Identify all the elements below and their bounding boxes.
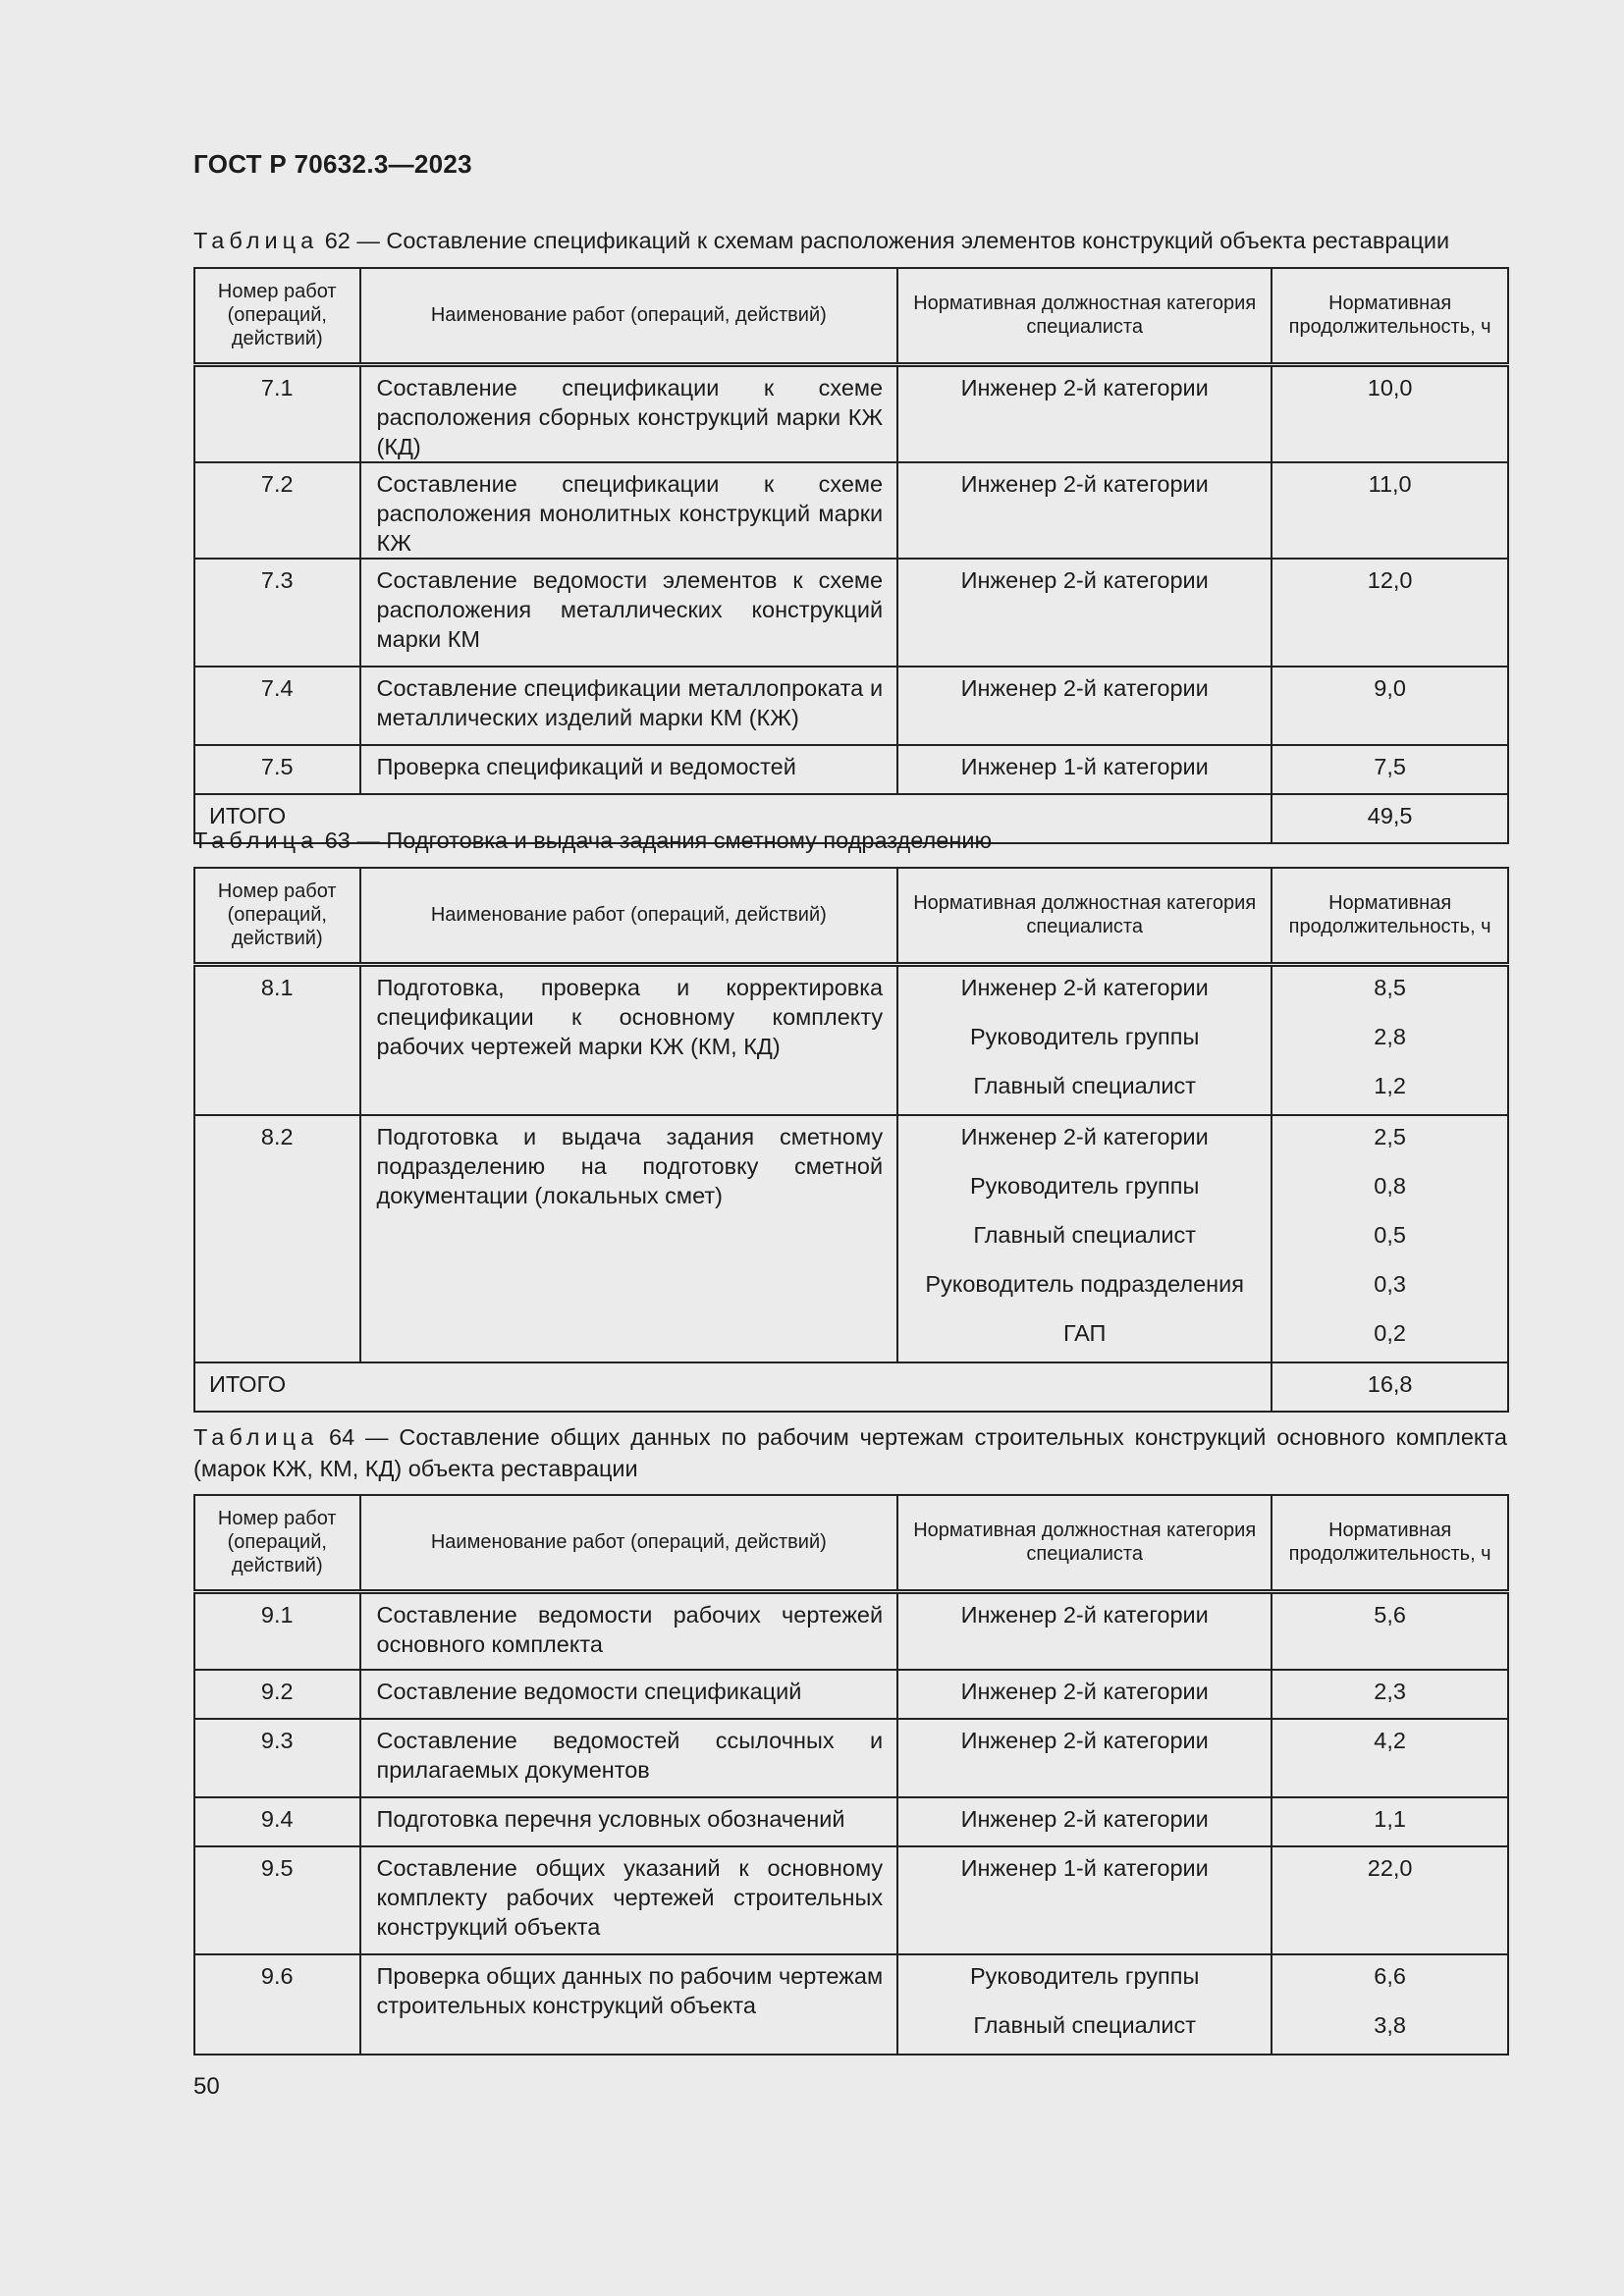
row-number: 7.2 [194,462,360,559]
table-row [194,1115,1508,1362]
header-category: Нормативная должностная категория специалиста [897,1495,1272,1591]
row-duration-cell [1272,964,1508,1115]
specialist-category: Главный специалист [973,2012,1197,2038]
duration-value: 1,1 [1374,1806,1406,1832]
header-num: Номер работ (операций, действий) [194,268,360,364]
page-number: 50 [193,2073,220,2100]
table-62 [193,267,1509,844]
specialist-category: Инженер 2-й категории [960,470,1209,497]
duration-value: 0,2 [1374,1319,1406,1346]
specialist-category: Инженер 2-й категории [960,1601,1209,1628]
row-category-cell [897,1797,1272,1846]
specialist-category: Руководитель подразделения [925,1270,1245,1297]
row-duration-cell [1272,1719,1508,1797]
duration-value: 10,0 [1367,374,1413,400]
table-62-title: 62 — Составление спецификаций к схемам расположения элементов конструкций объекта реставрации [324,228,1450,253]
duration-value: 1,2 [1374,1072,1406,1098]
specialist-category: ГАП [1062,1319,1107,1346]
row-name: Составление ведомостей ссылочных и прилагаемых документов [360,1719,898,1797]
specialist-category: Инженер 2-й категории [960,674,1209,701]
header-category: Нормативная должностная категория специалиста [897,268,1272,364]
specialist-category: Инженер 1-й категории [960,1855,1209,1881]
header-name: Наименование работ (операций, действий) [360,868,898,964]
total-value: 16,8 [1272,1362,1508,1412]
row-category-cell [897,462,1272,559]
table-64-label: Таблица [193,1424,319,1450]
row-duration-cell [1272,745,1508,794]
duration-value: 8,5 [1374,974,1406,1000]
row-duration-cell [1272,1954,1508,2055]
duration-value: 0,3 [1374,1270,1406,1297]
row-name: Составление общих указаний к основному комплекту рабочих чертежей строительных конструкций объекта [360,1846,898,1954]
specialist-category: Инженер 2-й категории [960,1728,1209,1753]
row-duration-cell [1272,1846,1508,1954]
duration-value: 5,6 [1374,1601,1406,1628]
row-number: 7.1 [194,364,360,462]
table-row [194,1670,1508,1719]
row-number: 7.3 [194,559,360,667]
row-category-cell [897,745,1272,794]
table-64-caption [193,1421,1507,1484]
row-category-cell [897,1670,1272,1719]
table-row [194,1846,1508,1954]
specialist-category: Руководитель группы [969,1963,1200,1989]
row-category-cell [897,1115,1272,1362]
row-name: Проверка спецификаций и ведомостей [360,745,898,794]
duration-value: 3,8 [1374,2012,1406,2038]
table-64-title: 64 — Составление общих данных по рабочим чертежам строительных конструкций основного комплекта (марок КЖ, КМ, КД) объекта реставрации [193,1424,1507,1481]
row-name: Проверка общих данных по рабочим чертежам строительных конструкций объекта [360,1954,898,2055]
total-label: ИТОГО [194,794,1272,843]
row-number: 9.3 [194,1719,360,1797]
duration-value: 12,0 [1367,566,1413,593]
specialist-category: Инженер 1-й категории [960,753,1209,779]
header-name: Наименование работ (операций, действий) [360,1495,898,1591]
row-name: Составление спецификации металлопроката и металлических изделий марки КМ (КЖ) [360,667,898,745]
header-duration: Нормативная продолжительность, ч [1272,868,1508,964]
header-num: Номер работ (операций, действий) [194,868,360,964]
row-duration-cell [1272,1115,1508,1362]
total-label: ИТОГО [194,1362,1272,1412]
specialist-category: Главный специалист [973,1221,1197,1248]
row-number: 8.2 [194,1115,360,1362]
row-category-cell [897,364,1272,462]
duration-value: 4,2 [1374,1728,1406,1753]
row-number: 7.4 [194,667,360,745]
specialist-category: Руководитель группы [969,1172,1200,1199]
row-name: Подготовка и выдача задания сметному подразделению на подготовку сметной документации (локальных смет) [360,1115,898,1362]
duration-value: 0,8 [1374,1172,1406,1199]
table-63 [193,867,1509,1413]
header-num: Номер работ (операций, действий) [194,1495,360,1591]
specialist-category: Инженер 2-й категории [960,1806,1209,1832]
table-62-label: Таблица [193,228,319,253]
row-category-cell [897,1954,1272,2055]
duration-value: 6,6 [1374,1963,1406,1989]
table-63-title: 63 — Подготовка и выдача задания сметному подразделению [324,828,993,853]
table-row [194,964,1508,1115]
header-name: Наименование работ (операций, действий) [360,268,898,364]
row-duration-cell [1272,364,1508,462]
specialist-category: Инженер 2-й категории [960,974,1209,1000]
row-duration-cell [1272,1670,1508,1719]
specialist-category: Инженер 2-й категории [960,374,1209,400]
specialist-category: Инженер 2-й категории [960,1123,1209,1149]
row-name: Составление спецификации к схеме расположения монолитных конструкций марки КЖ [360,462,898,559]
row-category-cell [897,964,1272,1115]
row-duration-cell [1272,667,1508,745]
duration-value: 2,8 [1374,1023,1406,1049]
row-number: 9.1 [194,1591,360,1670]
duration-value: 0,5 [1374,1221,1406,1248]
table-64-body [194,1591,1508,2055]
row-name: Подготовка, проверка и корректировка спецификации к основному комплекту рабочих чертежей марки КЖ (КМ, КД) [360,964,898,1115]
table-63-body [194,964,1508,1362]
specialist-category: Руководитель группы [969,1023,1200,1049]
header-category: Нормативная должностная категория специалиста [897,868,1272,964]
row-name: Составление ведомости рабочих чертежей основного комплекта [360,1591,898,1670]
row-duration-cell [1272,1797,1508,1846]
specialist-category: Инженер 2-й категории [960,1679,1209,1704]
header-duration: Нормативная продолжительность, ч [1272,268,1508,364]
row-name: Составление ведомости спецификаций [360,1670,898,1719]
table-row [194,462,1508,559]
row-number: 7.5 [194,745,360,794]
table-63-label: Таблица [193,828,319,853]
header-duration: Нормативная продолжительность, ч [1272,1495,1508,1591]
row-name: Подготовка перечня условных обозначений [360,1797,898,1846]
row-category-cell [897,1719,1272,1797]
table-62-caption [193,225,1507,256]
table-63-caption [193,825,1507,856]
table-row [194,1797,1508,1846]
specialist-category: Главный специалист [973,1072,1197,1098]
table-63-total-row [194,1362,1508,1412]
row-name: Составление спецификации к схеме расположения сборных конструкций марки КЖ (КД) [360,364,898,462]
total-value: 49,5 [1272,794,1508,843]
duration-value: 7,5 [1374,753,1406,779]
row-name: Составление ведомости элементов к схеме расположения металлических конструкций марки КМ [360,559,898,667]
row-duration-cell [1272,1591,1508,1670]
row-category-cell [897,1846,1272,1954]
row-category-cell [897,1591,1272,1670]
row-number: 8.1 [194,964,360,1115]
row-number: 9.6 [194,1954,360,2055]
table-row [194,1591,1508,1670]
row-duration-cell [1272,462,1508,559]
table-64 [193,1494,1509,2056]
duration-value: 9,0 [1374,674,1406,701]
specialist-category: Инженер 2-й категории [960,566,1209,593]
row-number: 9.2 [194,1670,360,1719]
row-duration-cell [1272,559,1508,667]
table-row [194,559,1508,667]
duration-value: 11,0 [1368,470,1412,497]
table-row [194,667,1508,745]
table-62-body [194,364,1508,794]
table-row [194,1954,1508,2055]
row-category-cell [897,667,1272,745]
row-category-cell [897,559,1272,667]
row-number: 9.4 [194,1797,360,1846]
document-title: ГОСТ Р 70632.3—2023 [193,149,472,179]
duration-value: 22,0 [1367,1855,1413,1881]
table-row [194,364,1508,462]
table-row [194,1719,1508,1797]
duration-value: 2,3 [1374,1679,1406,1704]
row-number: 9.5 [194,1846,360,1954]
table-row [194,745,1508,794]
duration-value: 2,5 [1374,1123,1406,1149]
